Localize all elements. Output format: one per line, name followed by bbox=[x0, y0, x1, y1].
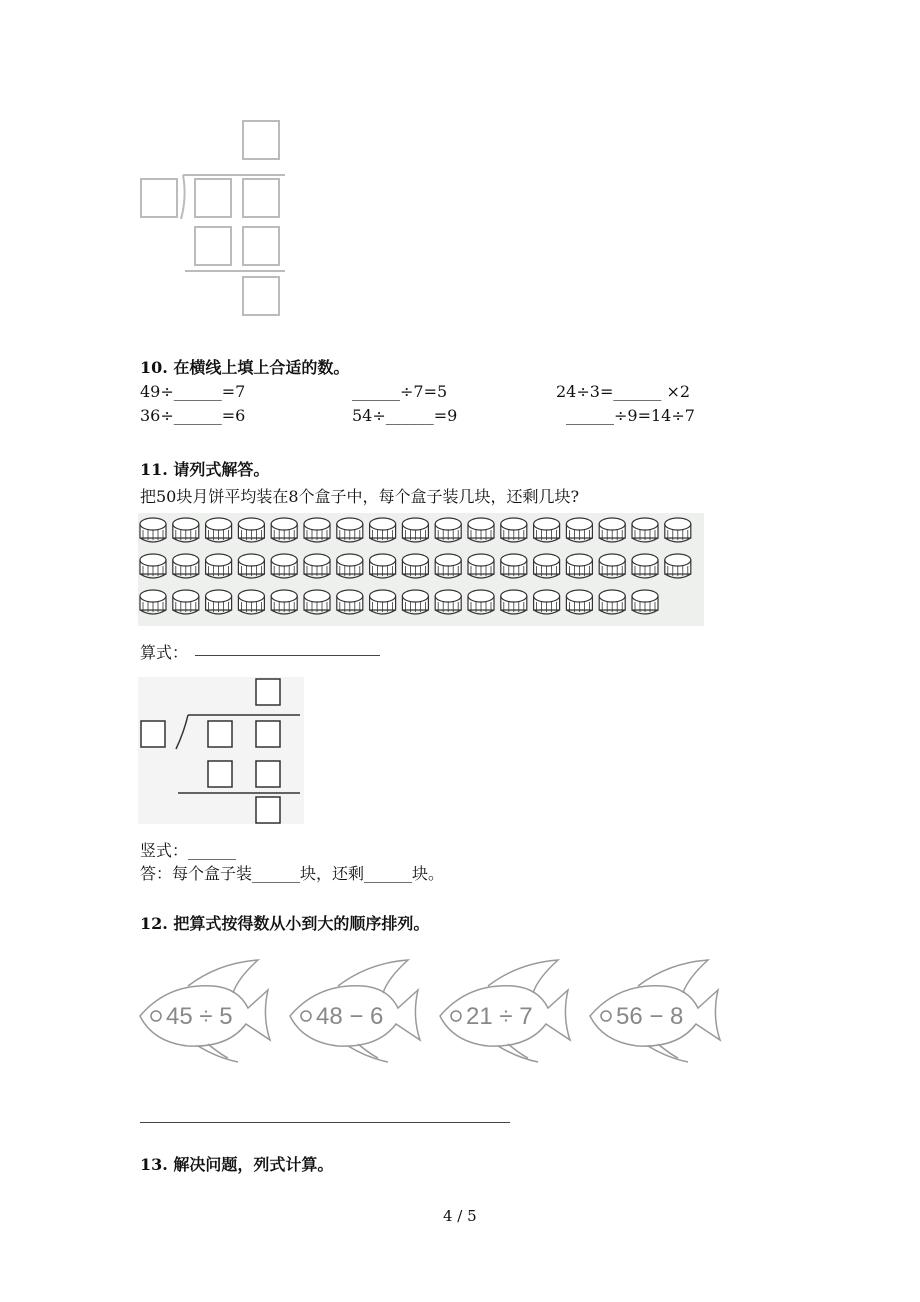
formula-label: 算式： bbox=[140, 643, 189, 662]
mooncake-icon bbox=[304, 518, 330, 542]
mooncake-icon bbox=[501, 518, 527, 542]
mooncake-icon bbox=[337, 554, 363, 578]
fish-equation: 45 ÷ 5 bbox=[166, 1003, 233, 1030]
mooncake-icon bbox=[435, 518, 461, 542]
mooncake-icon bbox=[599, 590, 625, 614]
mooncake-icon bbox=[304, 590, 330, 614]
mooncake-icon bbox=[468, 518, 494, 542]
fish-eye bbox=[151, 1011, 161, 1021]
mooncake-icon bbox=[665, 554, 691, 578]
mooncake-icon bbox=[566, 518, 592, 542]
answer-label: 答：每个盒子装______块，还剩______块。 bbox=[140, 864, 445, 883]
mooncake-icon bbox=[238, 554, 264, 578]
mooncake-icon bbox=[370, 554, 396, 578]
mooncake-icon bbox=[206, 518, 232, 542]
mooncake-icon bbox=[271, 590, 297, 614]
q10-title: 10. 在横线上填上合适的数。 bbox=[140, 358, 350, 377]
mooncake-icon bbox=[632, 518, 658, 542]
mooncake-icon bbox=[337, 518, 363, 542]
mooncake-image bbox=[138, 513, 704, 626]
mooncake-icon bbox=[599, 518, 625, 542]
q10-item: 36÷______=6 bbox=[140, 406, 246, 425]
division-diagram-top bbox=[135, 115, 295, 325]
formula-answer-line bbox=[195, 655, 380, 656]
mooncake-icon bbox=[206, 554, 232, 578]
mooncake-icon bbox=[206, 590, 232, 614]
mooncake-icon bbox=[140, 590, 166, 614]
q11-title: 11. 请列式解答。 bbox=[140, 460, 270, 479]
q12-title: 12. 把算式按得数从小到大的顺序排列。 bbox=[140, 914, 430, 933]
q11-problem: 把50块月饼平均装在8个盒子中，每个盒子装几块，还剩几块? bbox=[140, 487, 580, 506]
mooncake-icon bbox=[337, 590, 363, 614]
mooncake-icon bbox=[402, 590, 428, 614]
mooncake-icon bbox=[599, 554, 625, 578]
mooncake-icon bbox=[632, 554, 658, 578]
mooncake-icon bbox=[173, 590, 199, 614]
q10-item: 54÷______=9 bbox=[352, 406, 458, 425]
fish-eye bbox=[451, 1011, 461, 1021]
division-diagram-image bbox=[138, 677, 304, 824]
fish-equation: 48 − 6 bbox=[316, 1003, 384, 1030]
mooncake-icon bbox=[238, 518, 264, 542]
mooncake-icon bbox=[140, 518, 166, 542]
mooncake-icon bbox=[435, 554, 461, 578]
mooncake-icon bbox=[435, 590, 461, 614]
mooncake-icon bbox=[632, 590, 658, 614]
fish-eye bbox=[601, 1011, 611, 1021]
mooncake-icon bbox=[534, 590, 560, 614]
mooncake-icon bbox=[501, 590, 527, 614]
fish-equation: 21 ÷ 7 bbox=[466, 1003, 533, 1030]
q10-item: 24÷3=______ ×2 bbox=[556, 382, 691, 401]
mooncake-icon bbox=[468, 590, 494, 614]
mooncake-icon bbox=[140, 554, 166, 578]
mooncake-icon bbox=[271, 518, 297, 542]
q10-item: ______÷9=14÷7 bbox=[566, 406, 695, 425]
mooncake-icon bbox=[534, 518, 560, 542]
mooncake-grid bbox=[138, 513, 704, 626]
mooncake-icon bbox=[402, 518, 428, 542]
mooncake-icon bbox=[402, 554, 428, 578]
mooncake-icon bbox=[665, 518, 691, 542]
mooncake-icon bbox=[468, 554, 494, 578]
mooncake-icon bbox=[501, 554, 527, 578]
mooncake-icon bbox=[370, 590, 396, 614]
page-number: 4 / 5 bbox=[443, 1207, 477, 1225]
q10-item: ______÷7=5 bbox=[352, 382, 448, 401]
mooncake-icon bbox=[566, 590, 592, 614]
mooncake-icon bbox=[566, 554, 592, 578]
q13-title: 13. 解决问题，列式计算。 bbox=[140, 1155, 334, 1174]
division-diagram-boxes bbox=[138, 677, 304, 824]
fish-row bbox=[138, 958, 738, 1068]
fish-icon bbox=[140, 960, 270, 1062]
vertical-label: 竖式：______ bbox=[140, 841, 237, 860]
fish-equation: 56 − 8 bbox=[616, 1003, 684, 1030]
q10-item: 49÷______=7 bbox=[140, 382, 246, 401]
fish-eye bbox=[301, 1011, 311, 1021]
mooncake-icon bbox=[271, 554, 297, 578]
mooncake-icon bbox=[304, 554, 330, 578]
fish-icon bbox=[440, 960, 570, 1062]
mooncake-icon bbox=[534, 554, 560, 578]
mooncake-icon bbox=[370, 518, 396, 542]
fish-icon bbox=[290, 960, 420, 1062]
mooncake-icon bbox=[173, 554, 199, 578]
fish-icon bbox=[590, 960, 720, 1062]
mooncake-icon bbox=[173, 518, 199, 542]
mooncake-icon bbox=[238, 590, 264, 614]
ordering-answer-line bbox=[140, 1122, 510, 1123]
